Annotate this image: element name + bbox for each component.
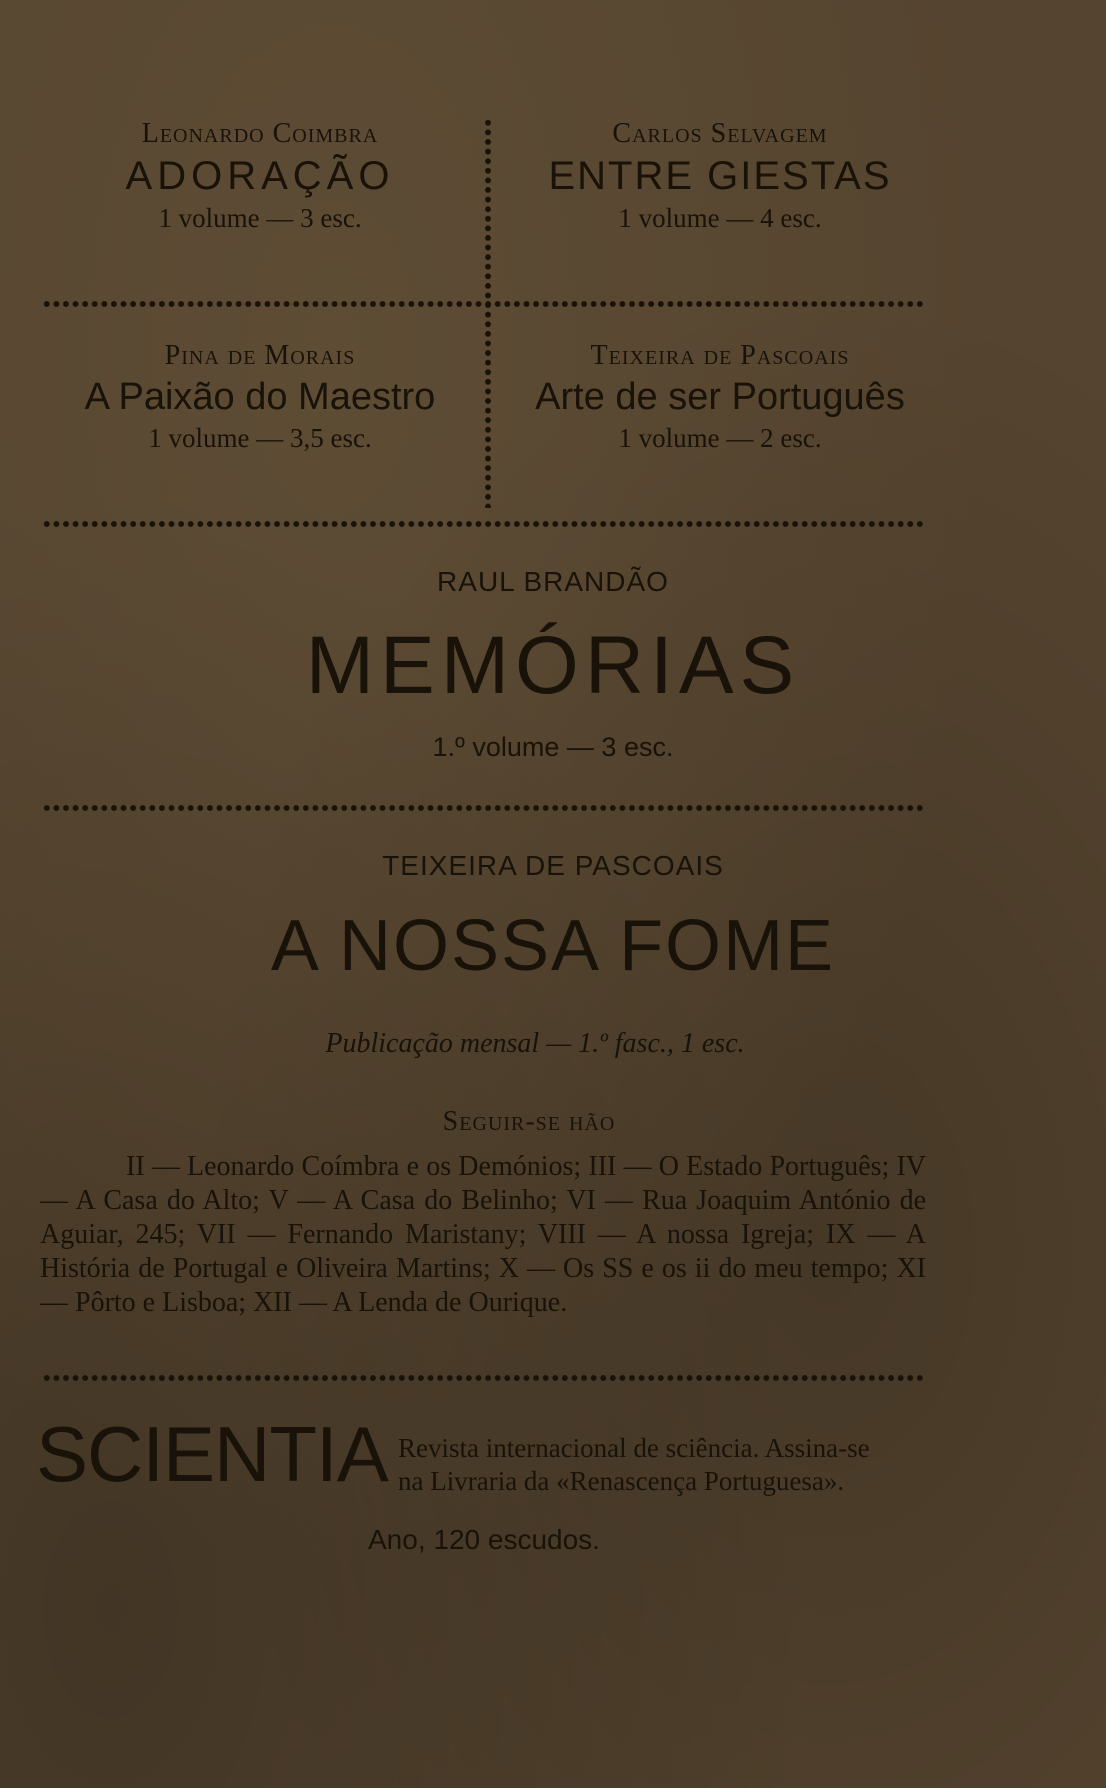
- book-author: Teixeira de Pascoais: [590, 340, 850, 371]
- dotted-divider-vertical: [484, 118, 492, 508]
- book-title: MEMÓRIAS: [305, 620, 801, 711]
- book-title: A NOSSA FOME: [270, 906, 836, 986]
- book-title: ENTRE GIESTAS: [548, 154, 892, 198]
- book-arte-ser-portugues: [500, 340, 940, 454]
- book-author: Carlos Selvagem: [612, 118, 828, 149]
- book-author: Pina de Morais: [164, 340, 356, 371]
- book-author: Leonardo Coimbra: [141, 118, 379, 149]
- scientia-price: Ano, 120 escudos.: [368, 1524, 600, 1555]
- book-entre-giestas: [500, 118, 940, 234]
- book-paixao-maestro: [40, 340, 480, 454]
- book-volume: 1 volume — 3,5 esc.: [148, 423, 372, 453]
- dotted-divider: [42, 804, 924, 812]
- scientia-description: [398, 1432, 870, 1498]
- book-title: ADORAÇÃO: [125, 154, 395, 198]
- book-volume: 1 volume — 2 esc.: [618, 423, 822, 453]
- upcoming-list: II — Leonardo Coímbra e os Demónios; III — O Estado Português; IV — A Casa do Alto; V — A Casa do Belinho; VI — Rua Joaquim António de Aguiar, 245; VII — Fernando Maristany; VIII — A nossa Igreja; IX — A História de Portugal e Oliveira Martins; X — Os SS e os ii do meu tempo; XI — Pôrto e Lisboa; XII — A Lenda de Ourique.: [40, 1151, 926, 1318]
- section-heading: Seguir-se hão: [442, 1106, 616, 1137]
- dotted-divider: [42, 300, 924, 308]
- dotted-divider: [42, 520, 924, 528]
- dotted-divider: [42, 1374, 924, 1382]
- scientia-desc-line: na Livraria da «Renascença Portuguesa».: [398, 1466, 845, 1496]
- book-title: A Paixão do Maestro: [84, 376, 436, 418]
- book-author: TEIXEIRA DE PASCOAIS: [382, 850, 724, 881]
- book-author: RAUL BRANDÃO: [437, 566, 669, 597]
- book-subtitle: Publicação mensal — 1.º fasc., 1 esc.: [325, 1028, 745, 1059]
- scientia-desc-line: Revista internacional de sciência. Assina-se: [398, 1433, 870, 1463]
- book-adoracao: [40, 118, 480, 234]
- book-title: Arte de ser Português: [535, 376, 905, 418]
- book-volume: 1 volume — 4 esc.: [618, 203, 822, 233]
- book-volume: 1.º volume — 3 esc.: [432, 732, 674, 762]
- book-volume: 1 volume — 3 esc.: [158, 203, 362, 233]
- scientia-title: SCIENTIA: [36, 1410, 388, 1498]
